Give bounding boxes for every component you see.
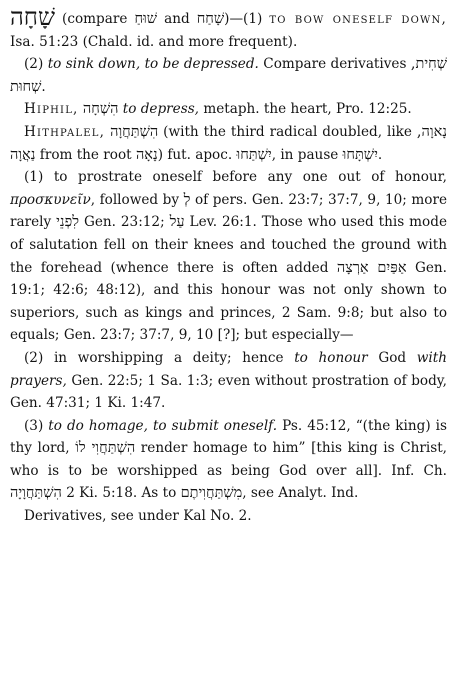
text-segment: .	[377, 146, 383, 163]
hebrew-word: הִשְׁתַּחֲוָה	[110, 123, 159, 140]
hebrew-word: יִשְׁתַּחוּ	[236, 146, 272, 163]
hebrew-word: הִשְׁחָה	[82, 101, 119, 118]
hebrew-word: מִשְׁתַּחֲוִיתֶם	[180, 485, 243, 502]
italic-gloss: with prayers,	[10, 349, 447, 389]
hebrew-word: נָאוָה, נַאֲוָה	[10, 123, 447, 163]
text-segment: metaph. the heart, Pro. 12:25.	[199, 101, 412, 118]
small-caps-label: Hiphil,	[24, 101, 79, 118]
text-segment: .	[41, 78, 46, 95]
hebrew-word: הִשְׁתַּחֲוָיָה	[10, 485, 62, 502]
text-segment: , followed by	[90, 191, 184, 208]
italic-gloss: to depress,	[122, 101, 199, 118]
text-segment: Gen. 23:12;	[79, 214, 170, 231]
text-segment: Gen. 22:5; 1 Sa. 1:3; even without prostration of body, Gen. 47:31; 1 Ki. 1:47.	[10, 372, 447, 412]
text-segment: Ps. 45:12, “(the king) is thy lord,	[10, 417, 447, 457]
italic-gloss: to do homage, to submit oneself.	[48, 417, 278, 434]
sense-2-paragraph	[10, 347, 447, 415]
small-caps-label: Hithpalel,	[24, 123, 106, 140]
hebrew-word: שְׁחִית, שְׁחוּת	[10, 56, 447, 95]
hebrew-word: יִשְׁתָּחוּ	[342, 146, 378, 163]
hebrew-word: שׁוּחַ	[134, 11, 158, 27]
text-segment: Lev. 26:1. Those who used this mode of salutation fell on their knees and touched the ground with the forehead (whence there is often added	[10, 214, 447, 276]
text-segment: (2) in worshipping a deity; hence	[24, 349, 295, 366]
headword-line	[10, 3, 447, 53]
hebrew-word: עַל	[169, 214, 185, 231]
text-segment: , in pause	[271, 146, 343, 163]
text-segment: (3)	[24, 417, 49, 434]
text-segment: 2 Ki. 5:18. As to	[61, 485, 181, 502]
text-segment: Compare derivatives	[258, 56, 411, 73]
hebrew-word: שָׁחַח	[196, 11, 225, 27]
dictionary-entry	[10, 3, 447, 528]
hebrew-word: לִפְנֵי	[56, 214, 80, 231]
text-segment: (1) to prostrate oneself before any one out of honour,	[24, 169, 447, 186]
text-segment: Derivatives, see under Kal No. 2.	[24, 508, 252, 525]
text-segment: )—(1)	[224, 11, 270, 27]
text-segment: (2)	[24, 56, 48, 73]
qal-sense-2	[10, 53, 447, 98]
text-segment: ) fut. apoc.	[157, 146, 237, 163]
italic-gloss: to honour	[294, 349, 368, 366]
text-segment: Gen. 19:1; 42:6; 48:12), and this honour was not only shown to superiors, such as kings and princes, 2 Sam. 9:8; but also to equals; Gen. 23:7; 37:7, 9, 10 [?]; but especially—	[10, 259, 447, 344]
hebrew-word: אַפַּיִם אַרְצָה	[336, 259, 407, 276]
derivatives-line	[10, 505, 447, 528]
text-segment: of pers. Gen. 23:7; 37:7, 9, 10; more rarely	[10, 191, 447, 231]
text-segment: render homage to him” [this king is Christ, who is to be worshipped as being God over all]. Inf. Ch.	[10, 440, 447, 479]
text-segment: and	[157, 11, 197, 27]
text-segment: , see Analyt. Ind.	[242, 485, 359, 502]
italic-gloss: to sink down, to be depressed.	[47, 56, 259, 73]
text-segment: from the root	[35, 146, 136, 163]
headword: שָׁחָה	[10, 3, 55, 31]
text-segment: (compare	[55, 11, 135, 27]
hebrew-word: הִשְׁתַּחֲוִי לוֹ	[75, 440, 136, 457]
hebrew-word: לְ	[183, 191, 191, 208]
sense-1-paragraph	[10, 166, 447, 347]
hiphil-line	[10, 98, 447, 121]
hebrew-word: נָאָה	[135, 146, 158, 163]
text-segment: God	[367, 349, 417, 366]
sense-3-paragraph	[10, 415, 447, 505]
small-caps-label: to bow oneself down,	[269, 11, 447, 27]
text-segment: Isa. 51:23 (Chald. id. and more frequent).	[10, 33, 298, 50]
hithpalel-line	[10, 121, 447, 166]
text-segment: (with the third radical doubled, like	[158, 123, 417, 140]
greek-word: προσκυνεῖν	[10, 191, 91, 208]
